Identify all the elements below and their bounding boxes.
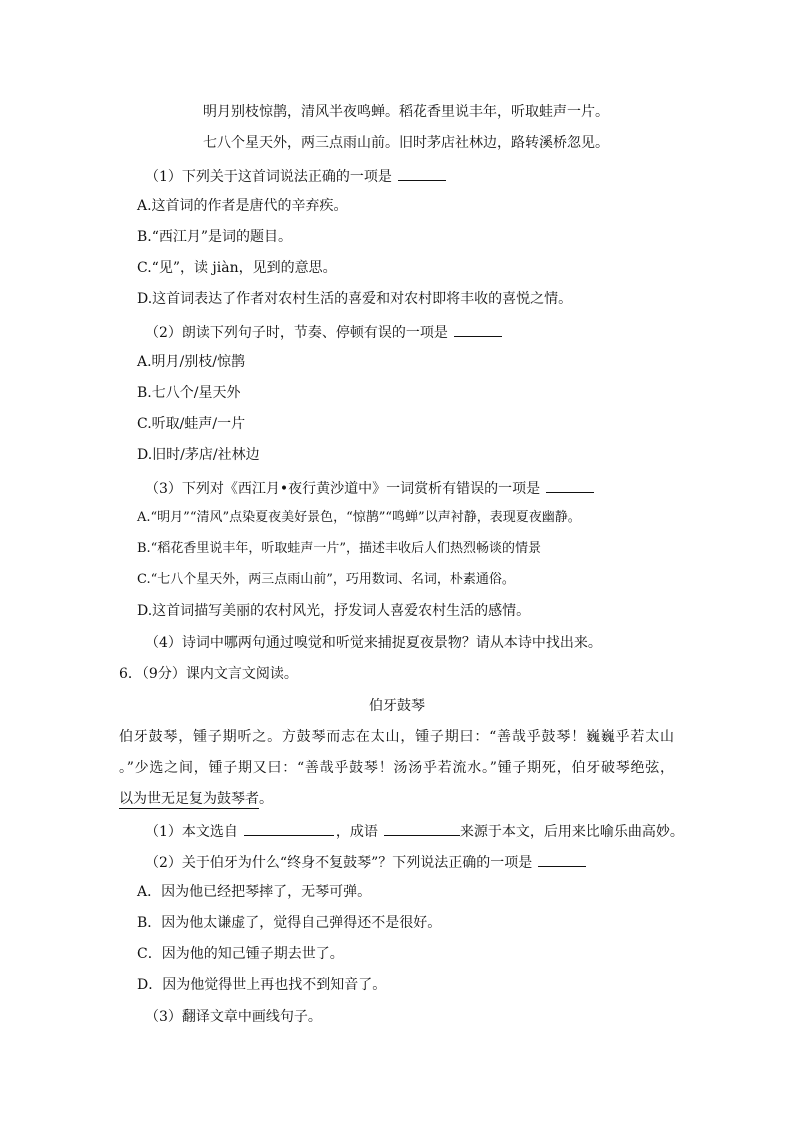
- q3-option-b: B.“稻花香里说丰年，听取蛙声一片”，描述丰收后人们热烈畅谈的情景: [137, 541, 541, 556]
- s2-option-c: C．因为他的知己锺子期去世了。: [137, 946, 344, 962]
- question-1-text: （1）下列关于这首词说法正确的一项是: [145, 169, 392, 185]
- q1-option-b: B.“西江月”是词的题目。: [137, 229, 293, 245]
- question-3-stem: [145, 478, 594, 498]
- subquestion-2-text: （2）关于伯牙为什么“终身不复鼓琴”？下列说法正确的一项是: [145, 855, 533, 871]
- passage-line-2: 。”少选之间，锺子期又曰：“善哉乎鼓琴！汤汤乎若流水。”锺子期死，伯牙破琴绝弦，: [119, 760, 674, 776]
- question-1-stem: [145, 166, 446, 186]
- passage-line-3-end: 。: [259, 791, 273, 807]
- answer-blank-source[interactable]: [244, 821, 334, 836]
- answer-blank-idiom[interactable]: [384, 821, 460, 836]
- question-3-text: （3）下列对《西江月•夜行黄沙道中》一词赏析有错误的一项是: [145, 481, 541, 497]
- poem-line-2: 七八个星天外，两三点雨山前。旧时茅店社林边，路转溪桥忽见。: [203, 135, 609, 151]
- q1-option-a: A.这首词的作者是唐代的辛弃疾。: [137, 198, 348, 214]
- passage-line-1: 伯牙鼓琴，锺子期听之。方鼓琴而志在太山，锺子期曰：“善哉乎鼓琴！巍巍乎若太山: [119, 729, 674, 745]
- answer-blank-q1[interactable]: [398, 166, 446, 181]
- q1-option-c: C.“见”，读 jiàn，见到的意思。: [137, 260, 337, 276]
- answer-blank-q3[interactable]: [546, 478, 594, 493]
- subquestion-3: （3）翻译文章中画线句子。: [145, 1009, 322, 1025]
- q3-option-d: D.这首词描写美丽的农村风光，抒发词人喜爱农村生活的感情。: [137, 603, 531, 619]
- underlined-sentence: 以为世无足复为鼓琴者: [119, 791, 259, 807]
- q2-option-b: B.七八个/星天外: [137, 385, 241, 401]
- subquestion-1: [145, 821, 684, 841]
- s2-option-d: D．因为他觉得世上再也找不到知音了。: [137, 977, 387, 993]
- question-4-stem: （4）诗词中哪两句通过嗅觉和听觉来捕捉夏夜景物？请从本诗中找出来。: [145, 635, 602, 651]
- question-2-text: （2）朗读下列句子时，节奏、停顿有误的一项是: [145, 325, 448, 341]
- q3-option-a: A.“明月”“清风”点染夏夜美好景色，“惊鹊”“鸣蝉”以声衬静，表现夏夜幽静。: [137, 510, 581, 525]
- subquestion-2: [145, 852, 586, 872]
- question-2-stem: [145, 322, 502, 342]
- s2-option-b: B．因为他太谦虚了，觉得自己弹得还不是很好。: [137, 915, 442, 931]
- q1-option-d: D.这首词表达了作者对农村生活的喜爱和对农村即将丰收的喜悦之情。: [137, 291, 573, 307]
- passage-title: 伯牙鼓琴: [369, 698, 425, 714]
- subquestion-1-part2: ，成语: [335, 824, 378, 840]
- q3-option-c: C.“七八个星天外，两三点雨山前”，巧用数词、名词，朴素通俗。: [137, 572, 515, 587]
- q2-option-c: C.听取/蛙声/一片: [137, 416, 246, 432]
- section-6-heading: 6．（9分）课内文言文阅读。: [119, 666, 298, 682]
- answer-blank-q2[interactable]: [454, 322, 502, 337]
- passage-line-3: [119, 790, 273, 808]
- q2-option-a: A.明月/别枝/惊鹊: [137, 354, 245, 370]
- subquestion-1-part3: 来源于本文，后用来比喻乐曲高妙。: [459, 824, 684, 840]
- answer-blank-s2[interactable]: [538, 852, 586, 867]
- subquestion-1-part1: （1）本文选自: [145, 824, 238, 840]
- s2-option-a: A．因为他已经把琴摔了，无琴可弹。: [137, 884, 372, 900]
- poem-line-1: 明月别枝惊鹊，清风半夜鸣蝉。稻花香里说丰年，听取蛙声一片。: [203, 104, 609, 120]
- q2-option-d: D.旧时/茅店/社林边: [137, 447, 260, 463]
